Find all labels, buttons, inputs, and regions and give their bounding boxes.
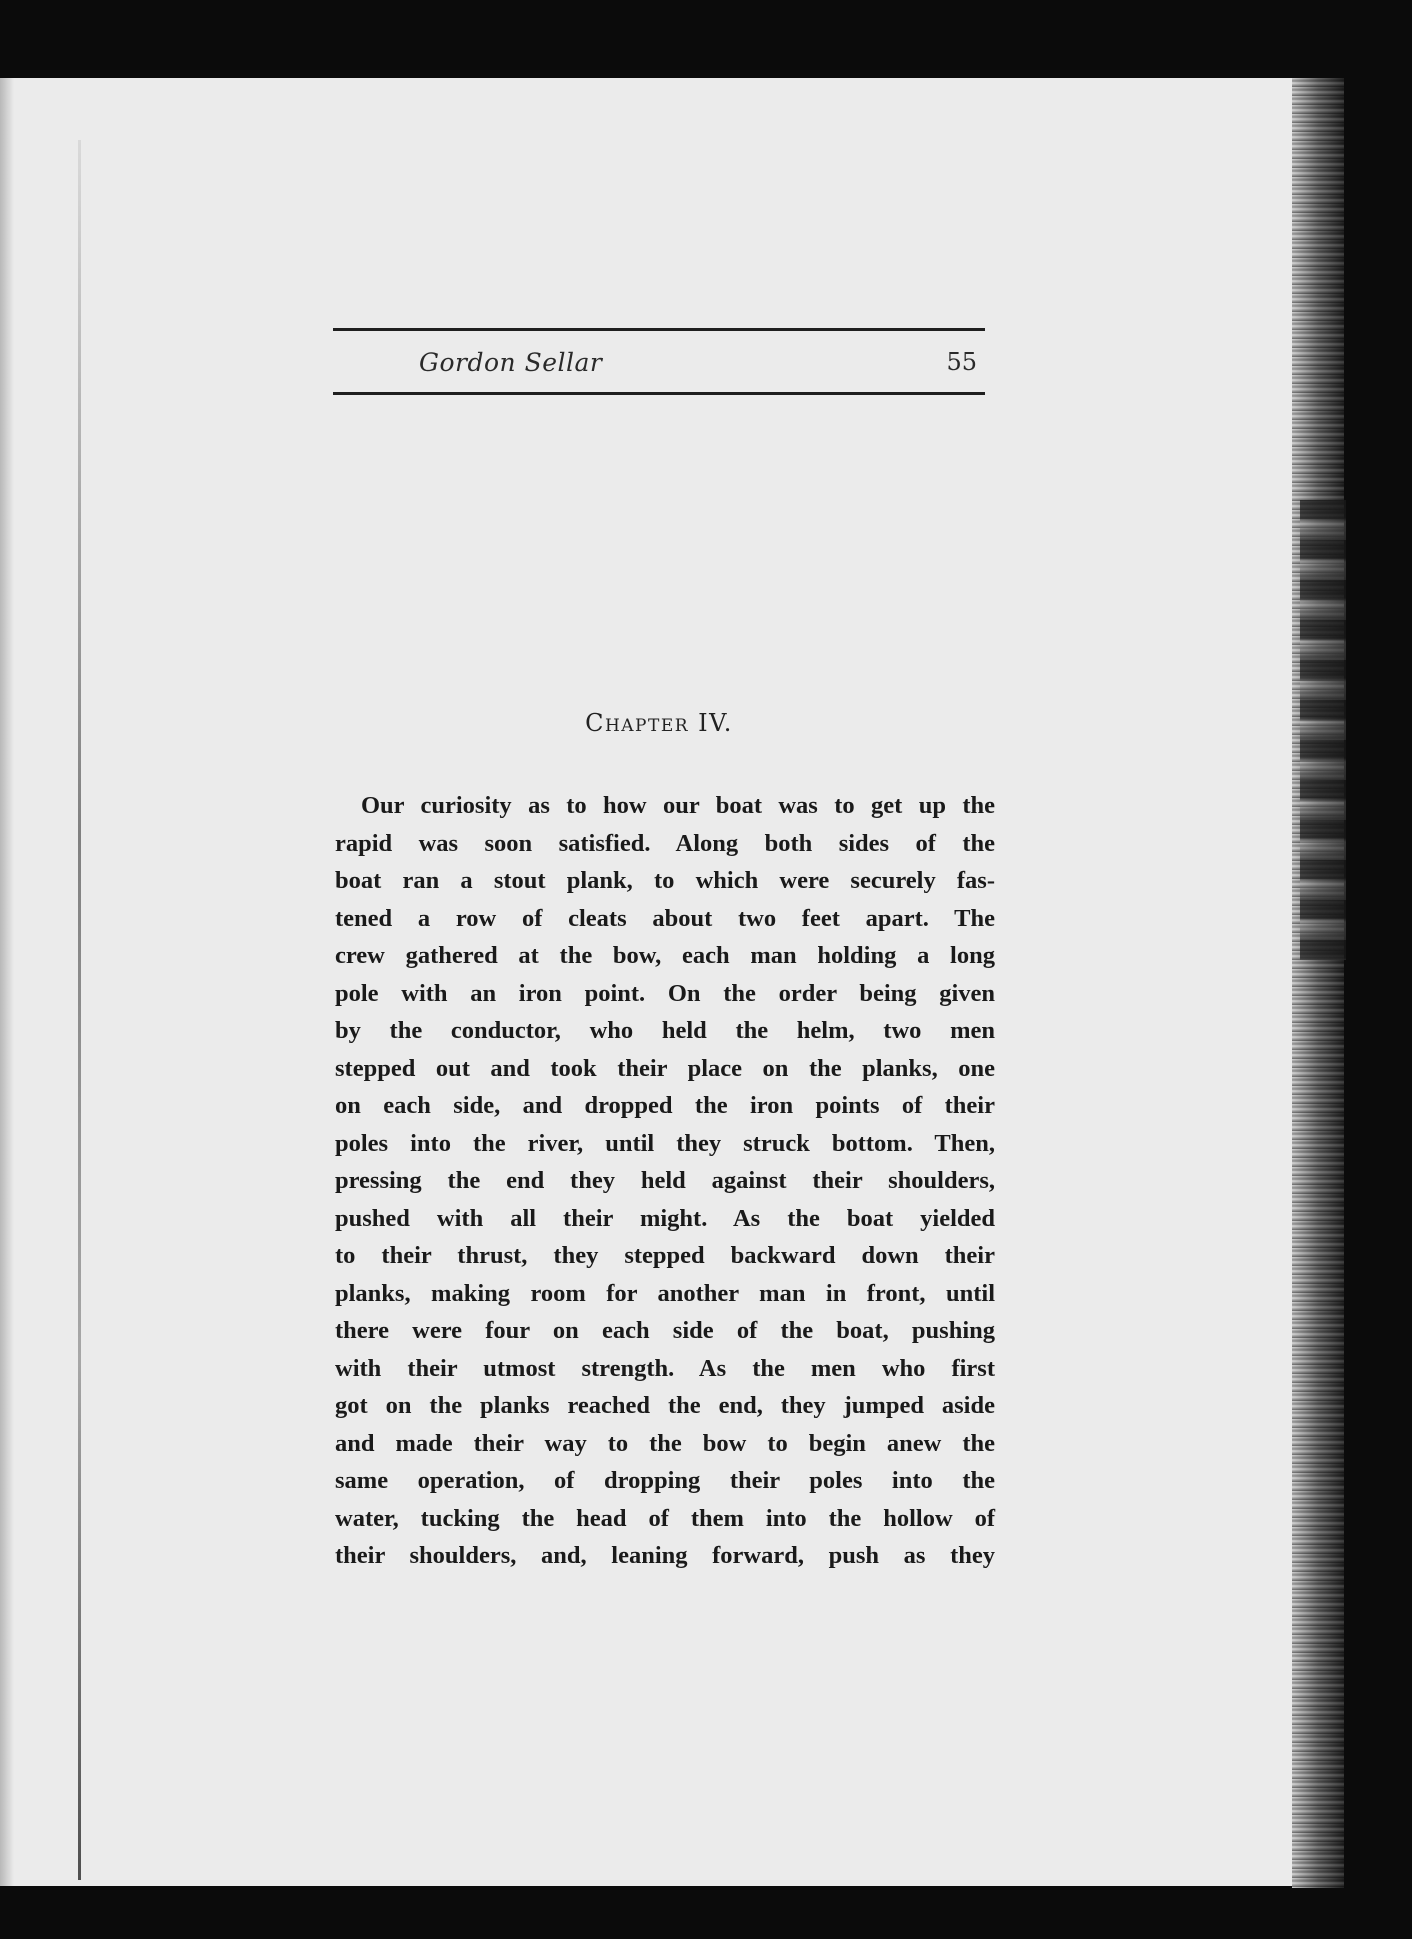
text-line: and made their way to the bow to begin anew the [335, 1429, 995, 1457]
header-rule-bottom [333, 392, 985, 395]
chapter-heading: Chapter IV. [585, 709, 733, 737]
text-line: poles into the river, until they struck bottom. Then, [335, 1129, 995, 1157]
text-line: planks, making room for another man in front, until [335, 1279, 995, 1307]
running-title: Gordon Sellar [419, 348, 603, 377]
text-line: by the conductor, who held the helm, two men [335, 1017, 995, 1044]
text-line: on each side, and dropped the iron points of their [335, 1092, 995, 1119]
text-line: there were four on each side of the boat, pushing [335, 1317, 995, 1344]
page-fold-line [78, 140, 81, 1880]
text-line: their shoulders, and, leaning forward, push as they [335, 1542, 995, 1569]
text-line: Our curiosity as to how our boat was to get up the [361, 792, 995, 819]
header-rule-top [333, 328, 985, 331]
text-line: stepped out and took their place on the planks, one [335, 1054, 995, 1082]
text-line: to their thrust, they stepped backward down their [335, 1242, 995, 1269]
text-line: water, tucking the head of them into the hollow of [335, 1504, 995, 1532]
text-line: tened a row of cleats about two feet apart. The [335, 904, 995, 932]
text-line: got on the planks reached the end, they jumped aside [335, 1392, 995, 1419]
text-line: rapid was soon satisfied. Along both sides of the [335, 829, 995, 857]
text-line: boat ran a stout plank, to which were securely fas- [335, 867, 995, 894]
text-line: pushed with all their might. As the boat yielded [335, 1204, 995, 1232]
text-line: same operation, of dropping their poles into the [335, 1467, 995, 1494]
text-line: pole with an iron point. On the order being given [335, 979, 995, 1007]
text-line: crew gathered at the bow, each man holding a long [335, 942, 995, 969]
gutter-shadow [0, 78, 14, 1886]
page-edges [1292, 78, 1344, 1888]
text-line: pressing the end they held against their shoulders, [335, 1167, 995, 1194]
text-line: with their utmost strength. As the men who first [335, 1354, 995, 1382]
body-paragraph [335, 787, 995, 1575]
page-number: 55 [946, 348, 977, 376]
page-edge-marks [1300, 500, 1346, 960]
running-head [333, 328, 985, 396]
